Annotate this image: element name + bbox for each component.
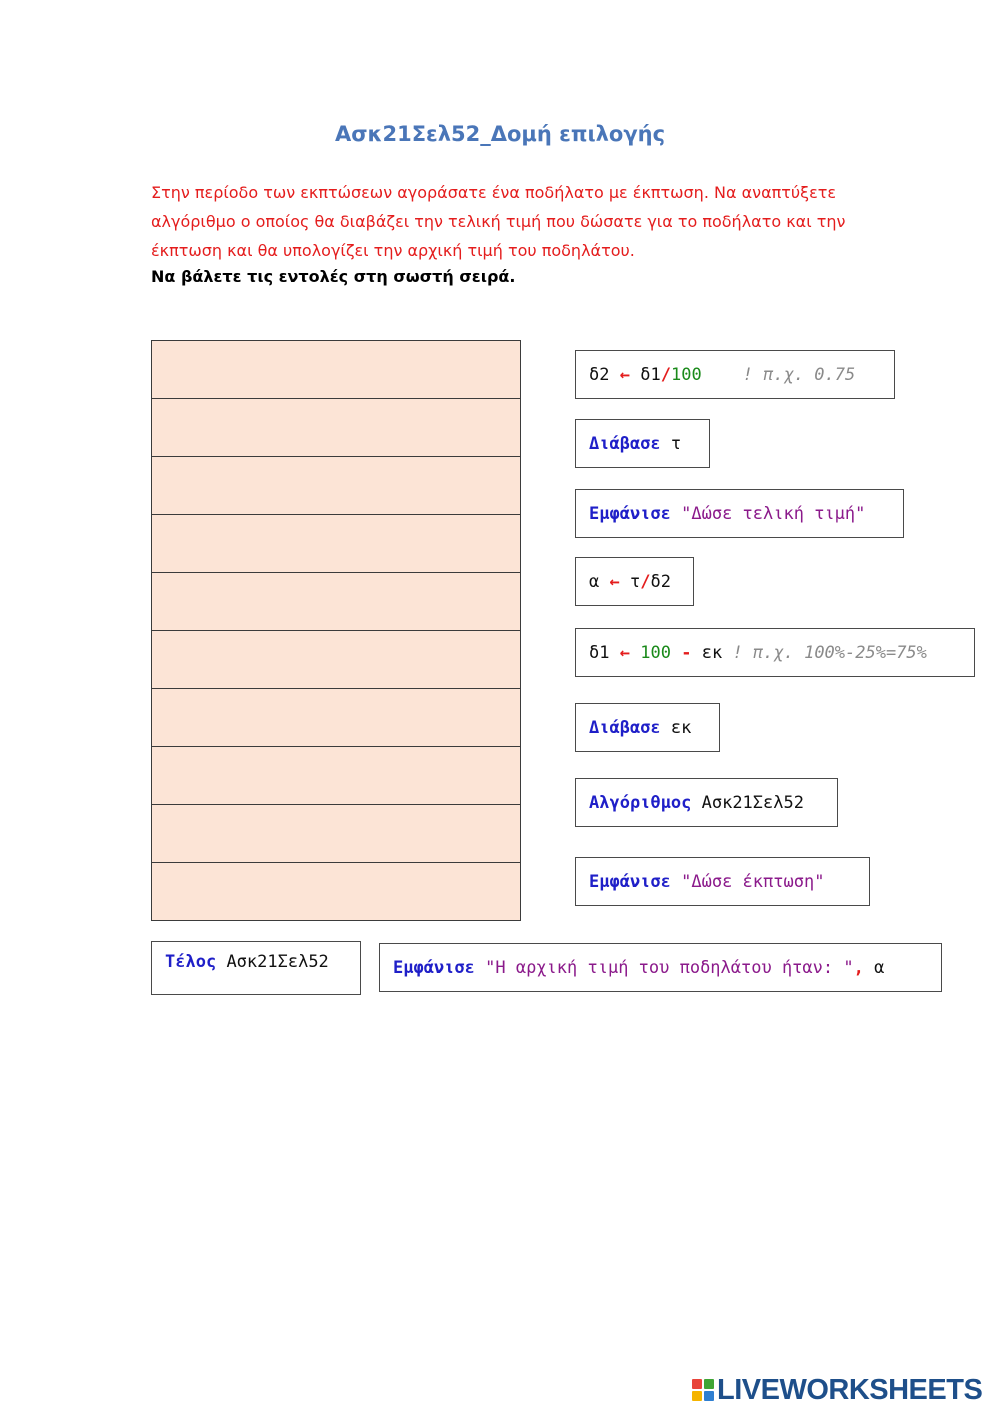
logo-block [692,1379,702,1389]
assign-arrow: ← [619,364,630,385]
number-token: 100 [670,364,702,385]
answer-slot-4[interactable] [152,515,520,573]
logo-block [704,1379,714,1389]
comment-token: ! π.χ. 100%-25%=75% [732,642,927,663]
answer-slot-9[interactable] [152,805,520,863]
answer-slot-7[interactable] [152,689,520,747]
var-token: δ2 [650,571,671,592]
var-token: α [589,571,600,592]
worksheet-title: Ασκ21Σελ52_Δομή επιλογής [334,122,666,146]
minus-operator: - [681,642,692,663]
instruction-text: Να βάλετε τις εντολές στη σωστή σειρά. [151,267,516,286]
logo-block [692,1391,702,1401]
string-token: "Η αρχική τιμή του ποδηλάτου ήταν: " [485,957,854,978]
keyword-token: Διάβασε [589,717,661,738]
string-token: "Δώσε έκπτωση" [681,871,825,892]
card-show-discount[interactable] [575,857,870,906]
card-algorithm-header[interactable] [575,778,838,827]
comma-token: , [853,957,864,978]
comment-token: ! π.χ. 0.75 [742,364,856,385]
number-token: 100 [640,642,671,663]
answer-slot-1[interactable] [152,341,520,399]
answer-slot-2[interactable] [152,399,520,457]
liveworksheets-logo [692,1372,982,1408]
problem-statement [151,178,871,265]
problem-line: Στην περίοδο των εκπτώσεων αγοράσατε ένα ποδήλατο με έκπτωση. Να αναπτύξετε [151,183,836,202]
answer-slot-5[interactable] [152,573,520,631]
name-token: Ασκ21Σελ52 [701,792,804,813]
var-token: δ1 [640,364,661,385]
keyword-token: Τέλος [165,952,217,972]
keyword-token: Διάβασε [589,433,661,454]
problem-line: έκπτωση και θα υπολογίζει την αρχική τιμή του ποδηλάτου. [151,241,635,260]
keyword-token: Αλγόριθμος [589,792,692,813]
divide-operator: / [660,364,671,385]
card-assign-a[interactable] [575,557,694,606]
answer-drop-table [151,340,521,921]
card-read-t[interactable] [575,419,710,468]
card-read-ek[interactable] [575,703,720,752]
card-show-result[interactable] [379,943,942,992]
card-show-final-price[interactable] [575,489,904,538]
logo-block [704,1391,714,1401]
answer-slot-10[interactable] [152,863,520,921]
divide-operator: / [640,571,651,592]
var-token: τ [670,433,682,454]
keyword-token: Εμφάνισε [589,871,671,892]
problem-line: αλγόριθμο ο οποίος θα διαβάζει την τελική τιμή που δώσατε για το ποδήλατο και την [151,212,846,231]
logo-blocks-icon [692,1379,714,1401]
card-assign-d2[interactable] [575,350,895,399]
card-end-algorithm[interactable] [151,941,361,995]
var-token: α [874,957,885,978]
logo-text: LIVEWORKSHEETS [717,1373,983,1406]
string-token: "Δώσε τελική τιμή" [681,503,866,524]
var-token: εκ [670,717,692,738]
var-token: δ2 [589,364,610,385]
name-token: Ασκ21Σελ52 [226,952,329,972]
answer-slot-3[interactable] [152,457,520,515]
answer-slot-8[interactable] [152,747,520,805]
assign-arrow: ← [609,571,620,592]
answer-slot-6[interactable] [152,631,520,689]
card-assign-d1[interactable] [575,628,975,677]
assign-arrow: ← [619,642,630,663]
keyword-token: Εμφάνισε [589,503,671,524]
var-token: εκ [701,642,723,663]
keyword-token: Εμφάνισε [393,957,475,978]
var-token: δ1 [589,642,610,663]
var-token: τ [630,571,641,592]
